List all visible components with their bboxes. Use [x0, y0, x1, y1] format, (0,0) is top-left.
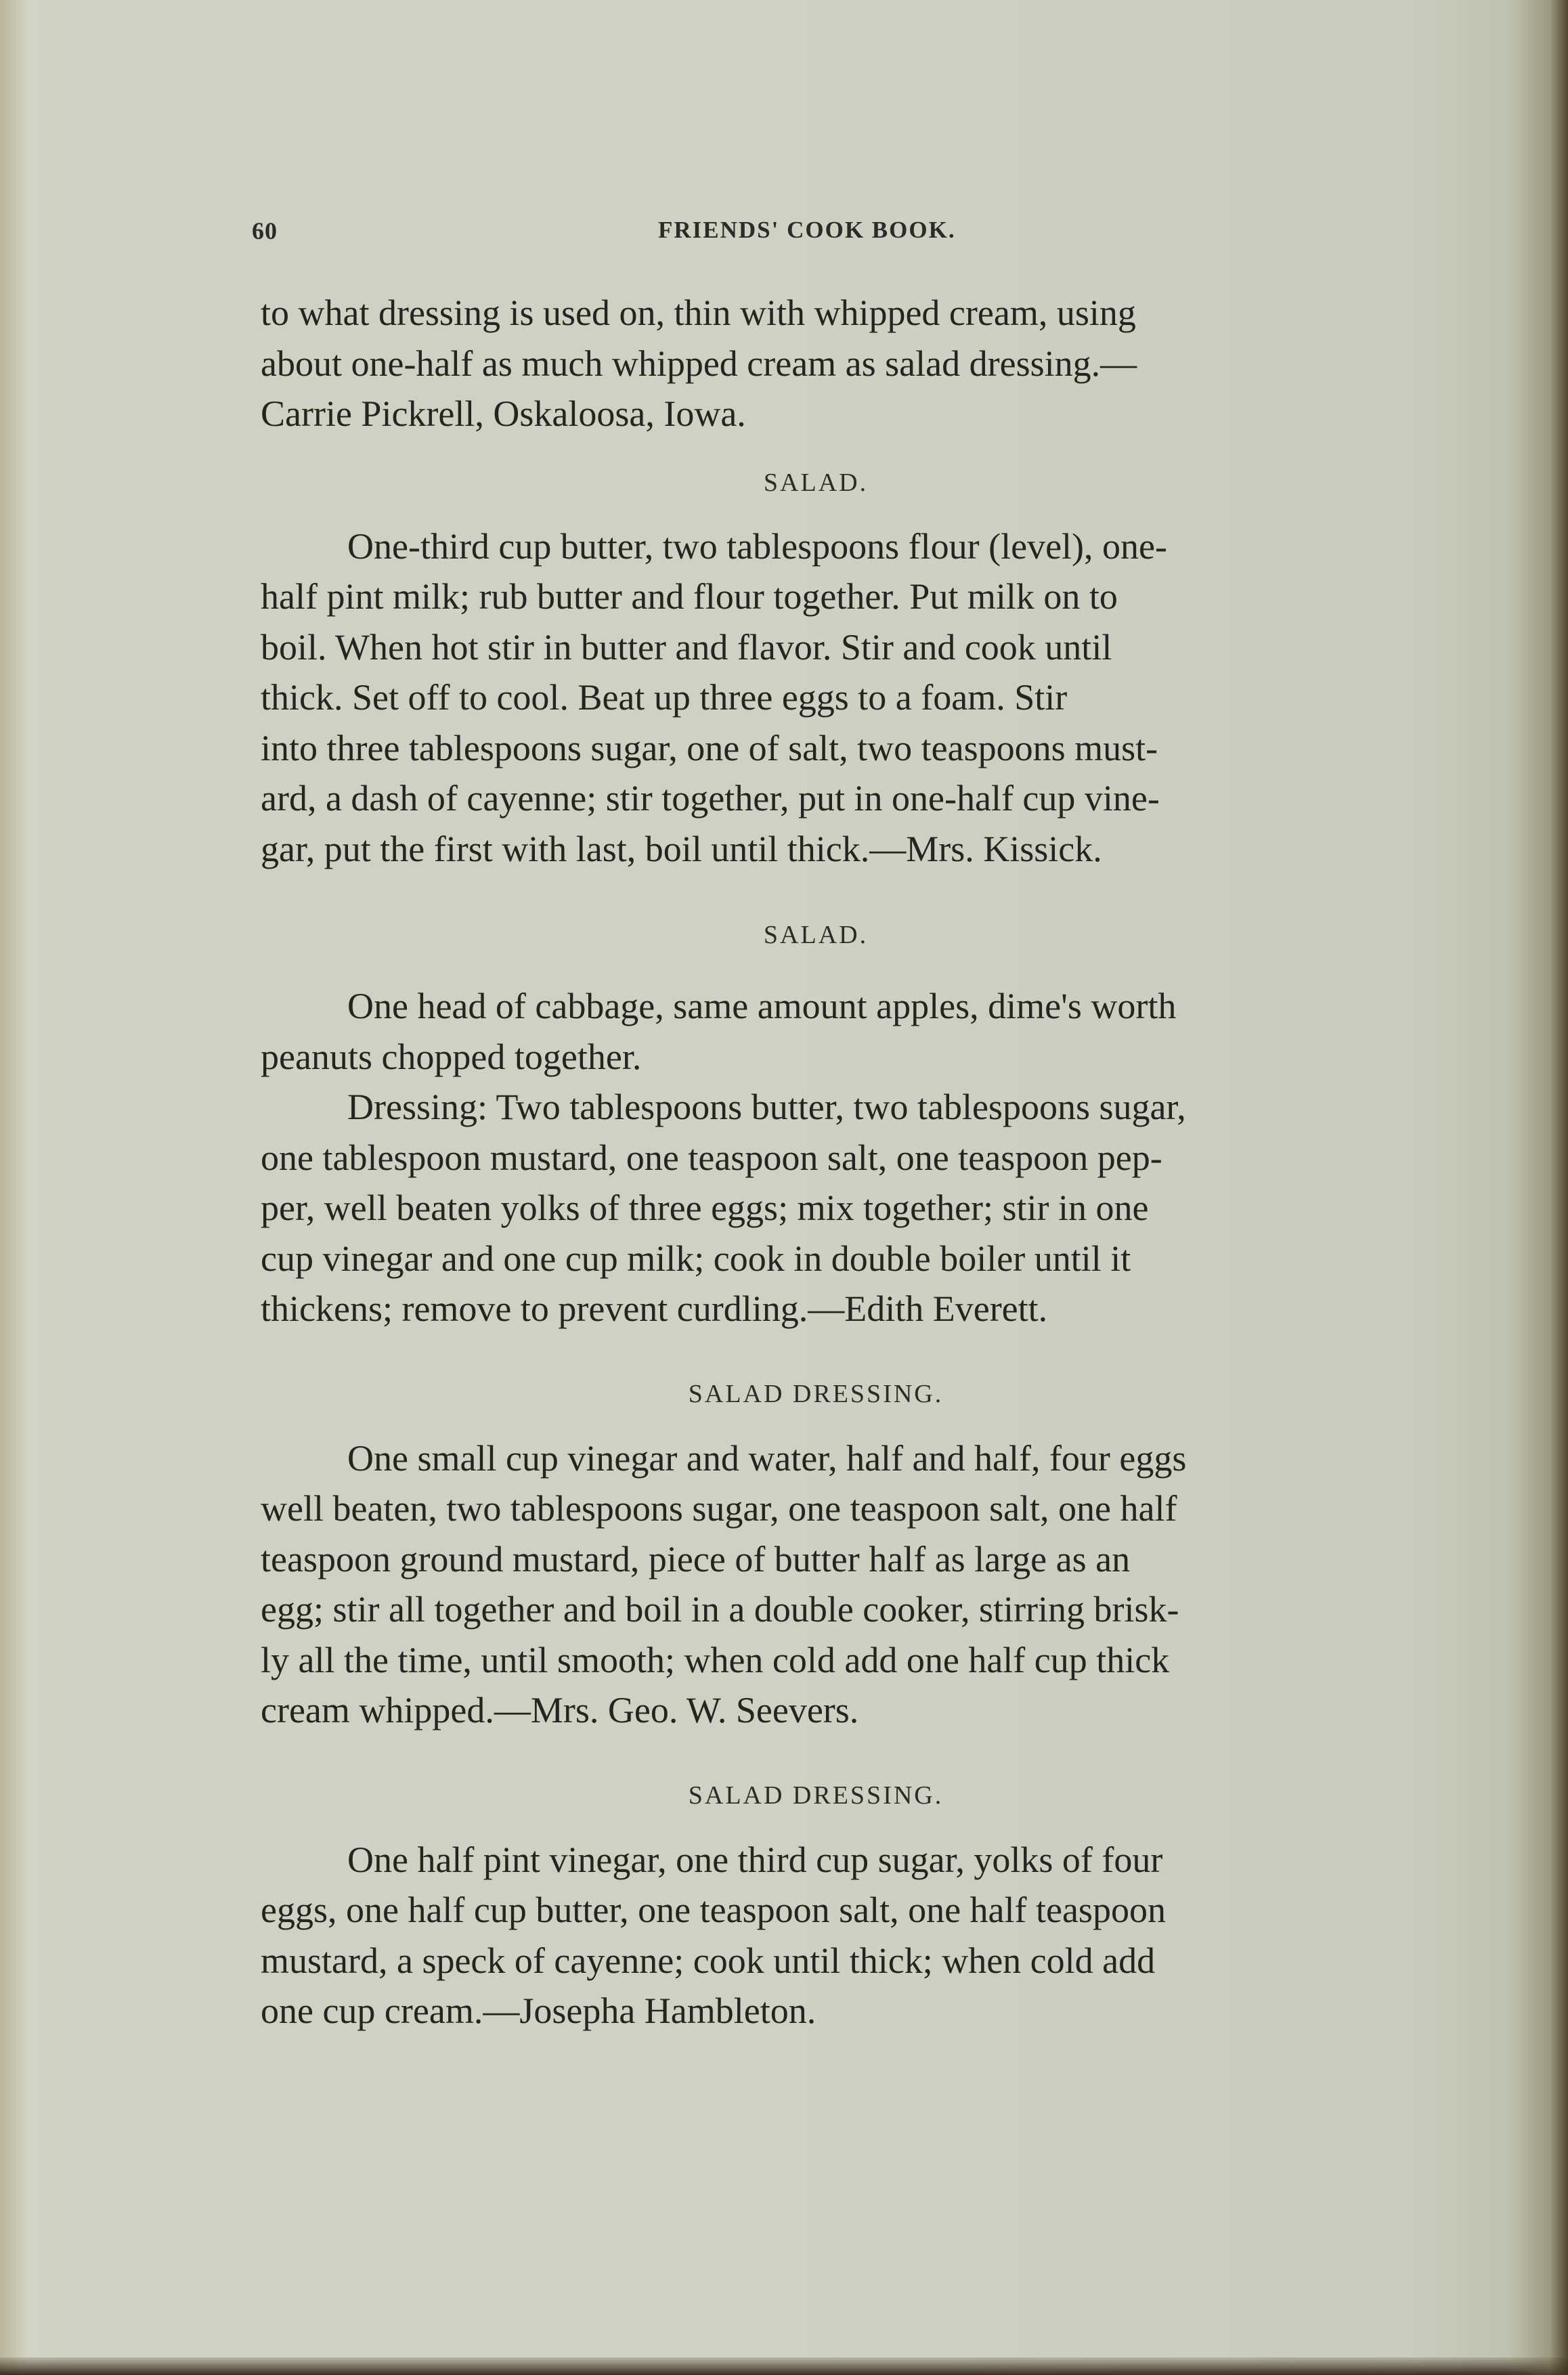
text-line: boil. When hot stir in butter and flavor. Stir and cook until [261, 626, 1112, 668]
text-line: One head of cabbage, same amount apples, dime's worth [347, 986, 1177, 1026]
text-line: well beaten, two tablespoons sugar, one teaspoon salt, one half [261, 1488, 1177, 1529]
recipe-paragraph [261, 1433, 1371, 1736]
text-line: ard, a dash of cayenne; stir together, put in one-half cup vine- [261, 778, 1160, 819]
text-line: gar, put the first with last, boil until thick.—Mrs. Kissick. [261, 828, 1102, 869]
continuation-paragraph [261, 288, 1371, 439]
running-head [252, 217, 1247, 250]
recipe-paragraph [261, 981, 1371, 1082]
text-line: ly all the time, until smooth; when cold add one half cup thick [261, 1639, 1170, 1680]
text-line: One small cup vinegar and water, half and half, four eggs [347, 1437, 1187, 1479]
page-body [261, 288, 1371, 2036]
text-line: cream whipped.—Mrs. Geo. W. Seevers. [261, 1690, 859, 1730]
text-line: One-third cup butter, two tablespoons flour (level), one- [347, 525, 1167, 567]
text-line: Dressing: Two tablespoons butter, two tablespoons sugar, [347, 1087, 1186, 1127]
text-line: mustard, a speck of cayenne; cook until thick; when cold add [261, 1940, 1156, 1981]
text-line: into three tablespoons sugar, one of salt, two teaspoons must- [261, 727, 1158, 768]
recipe-heading: SALAD. [763, 921, 869, 949]
text-line: One half pint vinegar, one third cup sugar, yolks of four [347, 1839, 1163, 1880]
text-line: one tablespoon mustard, one teaspoon salt, one teaspoon pep- [261, 1137, 1162, 1178]
text-line: half pint milk; rub butter and flour together. Put milk on to [261, 576, 1118, 617]
text-line: peanuts chopped together. [261, 1036, 642, 1077]
recipe-paragraph [261, 521, 1371, 875]
recipe-heading: SALAD DRESSING. [688, 1379, 944, 1408]
text-line: cup vinegar and one cup milk; cook in double boiler until it [261, 1238, 1131, 1279]
page-left-shadow [0, 0, 27, 2375]
text-line: per, well beaten yolks of three eggs; mix together; stir in one [261, 1188, 1149, 1228]
running-title: FRIENDS' COOK BOOK. [658, 217, 956, 243]
text-line: thickens; remove to prevent curdling.—Edith Everett. [261, 1288, 1048, 1329]
page-number: 60 [252, 217, 278, 244]
text-line: about one-half as much whipped cream as salad dressing.— [261, 343, 1137, 384]
text-line: thick. Set off to cool. Beat up three eggs to a foam. Stir [261, 677, 1068, 718]
text-line: egg; stir all together and boil in a double cooker, stirring brisk- [261, 1589, 1179, 1630]
text-line: eggs, one half cup butter, one teaspoon salt, one half teaspoon [261, 1890, 1166, 1930]
recipe-paragraph [261, 1835, 1371, 2036]
text-line: Carrie Pickrell, Oskaloosa, Iowa. [261, 393, 746, 434]
recipe-heading: SALAD DRESSING. [688, 1781, 944, 1810]
text-line: to what dressing is used on, thin with whipped cream, using [261, 292, 1136, 333]
text-line: teaspoon ground mustard, piece of butter half as large as an [261, 1538, 1131, 1579]
recipe-paragraph [261, 1082, 1371, 1334]
text-line: one cup cream.—Josepha Hambleton. [261, 1990, 816, 2031]
recipe-heading: SALAD. [763, 468, 869, 497]
page-bottom-edge [0, 2357, 1568, 2375]
